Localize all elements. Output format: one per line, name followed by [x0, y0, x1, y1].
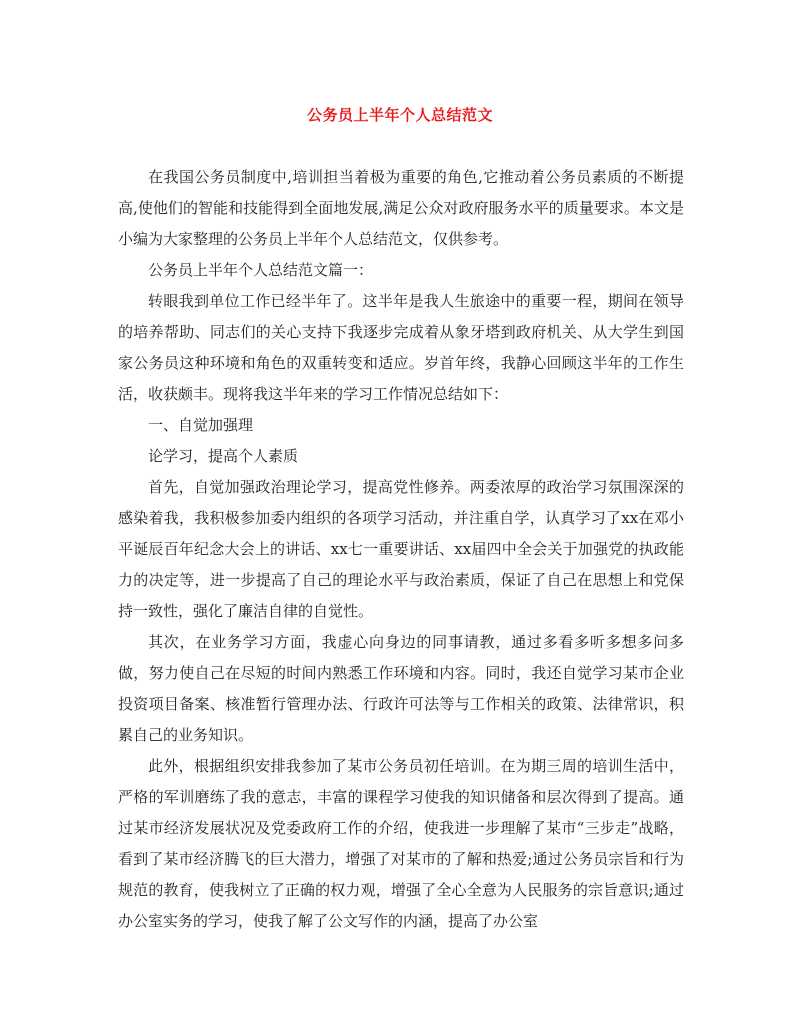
paragraph-second: 其次，在业务学习方面，我虚心向身边的同事请教，通过多看多听多想多问多做，努力使自己在尽短的时间内熟悉工作环境和内容。同时，我还自觉学习某市企业投资项目备案、核准暂行管理办法、行政许可法等与工作相关的政策、法律常识，积累自己的业务知识。: [118, 633, 684, 744]
paragraph-opening: 转眼我到单位工作已经半年了。这半年是我人生旅途中的重要一程，期间在领导的培养帮助、同志们的关心支持下我逐步完成着从象牙塔到政府机关、从大学生到国家公务员这种环境和角色的双重转变和适应。岁首年终，我静心回顾这半年的工作生活，收获颇丰。现将我这半年来的学习工作情况总结如下：: [118, 292, 684, 403]
paragraph-heading-part1: 一、自觉加强理: [148, 416, 254, 434]
paragraph-first: 首先，自觉加强政治理论学习，提高党性修养。两委浓厚的政治学习氛围深深的感染着我，我积极参加委内组织的各项学习活动，并注重自学，认真学习了xx在邓小平诞辰百年纪念大会上的讲话、xx七一重要讲话、xx届四中全会关于加强党的执政能力的决定等，进一步提高了自己的理论水平与政治素质，保证了自己在思想上和党保持一致性，强化了廉洁自律的自觉性。: [118, 478, 684, 620]
paragraph-third: 此外，根据组织安排我参加了某市公务员初任培训。在为期三周的培训生活中，严格的军训磨练了我的意志，丰富的课程学习使我的知识储备和层次得到了提高。通过某市经济发展状况及党委政府工作的介绍，使我进一步理解了某市“三步走”战略，看到了某市经济腾飞的巨大潜力，增强了对某市的了解和热爱;通过公务员宗旨和行为规范的教育，使我树立了正确的权力观，增强了全心全意为人民服务的宗旨意识;通过办公室实务的学习，使我了解了公文写作的内涵，提高了办公室: [118, 757, 684, 930]
paragraph-section-heading: 公务员上半年个人总结范文篇一：: [148, 261, 374, 279]
paragraph-intro: 在我国公务员制度中,培训担当着极为重要的角色,它推动着公务员素质的不断提高,使他们的智能和技能得到全面地发展,满足公众对政府服务水平的质量要求。本文是小编为大家整理的公务员上半年个人总结范文，仅供参考。: [118, 168, 684, 248]
document-title: 公务员上半年个人总结范文: [306, 106, 493, 124]
document-body: [118, 162, 684, 937]
paragraph-heading-part2: 论学习，提高个人素质: [148, 447, 299, 465]
